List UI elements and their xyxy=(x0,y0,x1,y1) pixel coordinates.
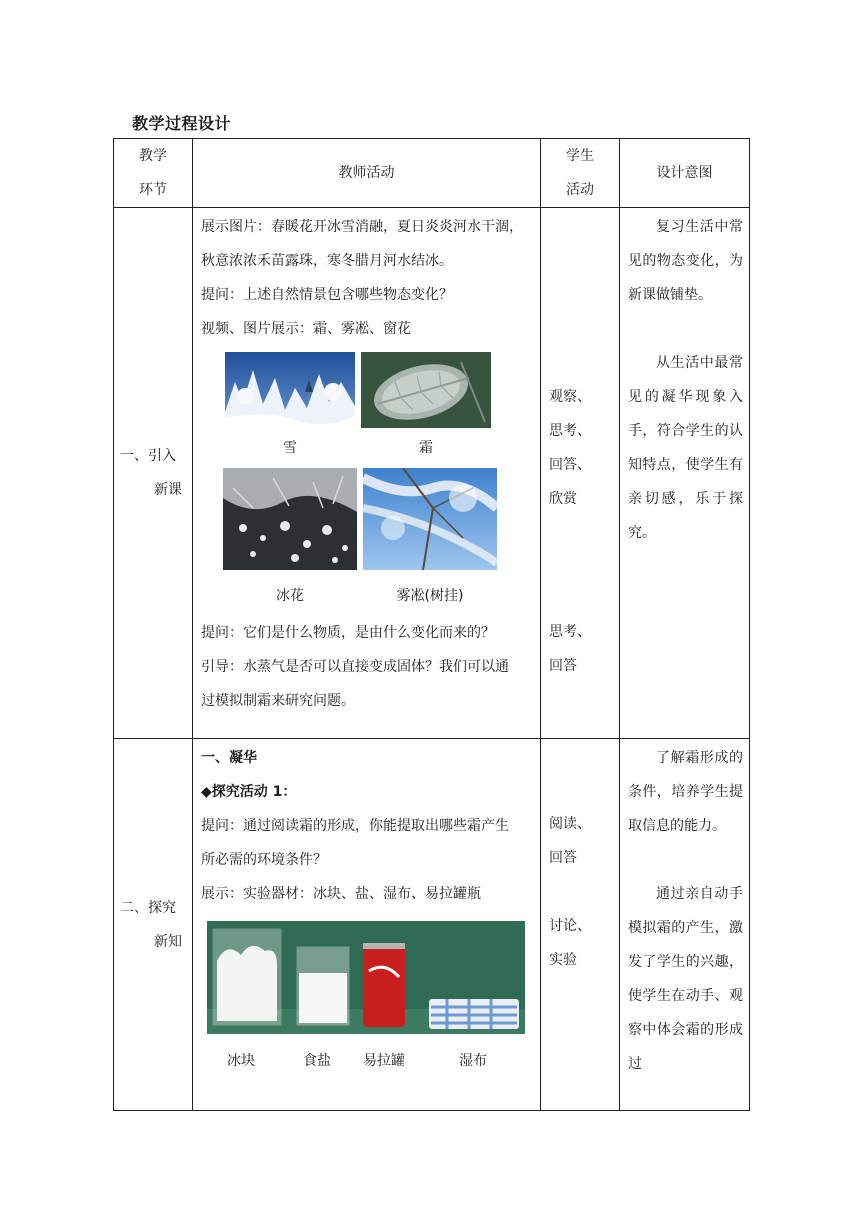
teacher-activity-intro: 展示图片：春暖花开冰雪消融，夏日炎炎河水干涸， 秋意浓浓禾苗露珠，寒冬腊月河水结冰。 提问：上述自然情景包含哪些物态变化？ 视频、图片展示：霜、雾凇、窗花 雪 霜 冰花 雾凇(树挂) 提问：它们是什么物质，是由什么变化而来的？ 引导：水蒸气是否可以直接变成固体？我们可以通 过模拟制霜来研究问题。 xyxy=(193,208,541,739)
header-student: 学生 活动 xyxy=(541,139,620,208)
caption-ice: 冰块 xyxy=(227,1053,255,1069)
page-title: 教学过程设计 xyxy=(132,114,232,133)
student-activity-intro: 观察、 思考、 回答、 欣赏 思考、 回答 xyxy=(541,208,620,739)
caption-rime: 雾凇(树挂) xyxy=(396,588,464,604)
lab-captions xyxy=(201,1034,534,1076)
caption-salt: 食盐 xyxy=(303,1053,331,1069)
nature-images-bottom xyxy=(223,468,534,570)
ice-flower-image xyxy=(223,468,357,570)
frost-image xyxy=(361,352,491,428)
design-intent-explore: 了解霜形成的条件，培养学生提取信息的能力。 通过亲自动手模拟霜的产生，激发了学生的兴趣，使学生在动手、观察中体会霜的形成过 xyxy=(620,739,750,1111)
table-row xyxy=(114,208,750,739)
header-teacher: 教师活动 xyxy=(193,139,541,208)
stage-intro: 一、引入 新课 xyxy=(114,208,193,739)
header-stage: 教学 环节 xyxy=(114,139,193,208)
teaching-process-table xyxy=(113,138,750,1111)
caption-can: 易拉罐 xyxy=(363,1053,405,1069)
nature-images-top xyxy=(225,352,534,428)
caption-frost: 霜 xyxy=(419,440,433,456)
table-header-row xyxy=(114,139,750,208)
lab-materials-image xyxy=(207,921,525,1034)
design-intent-intro: 复习生活中常见的物态变化，为新课做铺垫。 从生活中最常见的凝华现象入手，符合学生的认知特点，使学生有亲切感，乐于探究。 xyxy=(620,208,750,739)
stage-explore: 二、探究 新知 xyxy=(114,739,193,1111)
caption-wet-cloth: 湿布 xyxy=(459,1053,487,1069)
table-row xyxy=(114,739,750,1111)
header-intent: 设计意图 xyxy=(620,139,750,208)
student-activity-explore: 阅读、 回答 讨论、 实验 xyxy=(541,739,620,1111)
caption-snow: 雪 xyxy=(283,440,297,456)
teacher-activity-explore: 一、凝华 ◆探究活动 1： 提问：通过阅读霜的形成，你能提取出哪些霜产生 所必需的环境条件？ 展示：实验器材：冰块、盐、湿布、易拉罐瓶 冰块 食盐 易拉罐 湿布 xyxy=(193,739,541,1111)
snow-image xyxy=(225,352,355,428)
rime-image xyxy=(363,468,497,570)
caption-ice-flower: 冰花 xyxy=(276,588,304,604)
